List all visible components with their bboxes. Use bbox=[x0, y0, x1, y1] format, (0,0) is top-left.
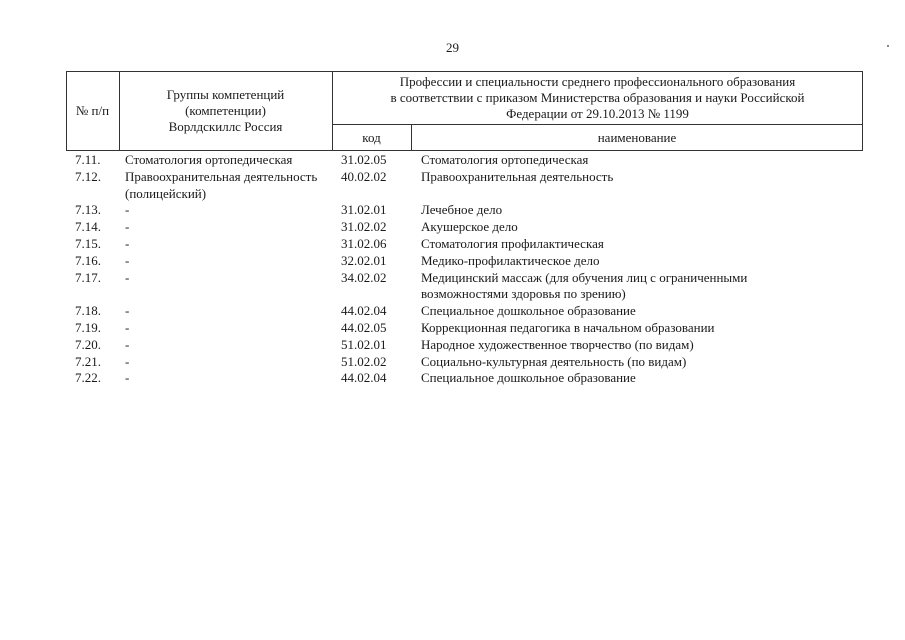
row-group: - bbox=[125, 202, 130, 218]
table-header bbox=[66, 71, 863, 151]
row-name: Правоохранительная деятельность bbox=[421, 168, 614, 184]
row-number: 7.21. bbox=[75, 353, 101, 369]
table-row bbox=[66, 337, 863, 354]
row-code: 34.02.02 bbox=[341, 269, 387, 285]
row-group: - bbox=[125, 269, 130, 285]
row-number: 7.14. bbox=[75, 219, 101, 235]
table-row bbox=[66, 202, 863, 219]
row-name: Акушерское дело bbox=[421, 219, 518, 235]
row-number: 7.17. bbox=[75, 269, 101, 285]
row-name: Народное художественное творчество (по видам) bbox=[421, 336, 694, 352]
row-number: 7.15. bbox=[75, 235, 101, 251]
row-group: - bbox=[125, 319, 130, 335]
table-row bbox=[66, 370, 863, 387]
header-group-line2: (компетенции) bbox=[185, 103, 266, 118]
row-code: 31.02.02 bbox=[341, 219, 387, 235]
row-name: Специальное дошкольное образование bbox=[421, 370, 636, 386]
row-number: 7.20. bbox=[75, 336, 101, 352]
row-number: 7.16. bbox=[75, 252, 101, 268]
row-group: Правоохранительная деятельность (полицейский) bbox=[125, 168, 318, 201]
table-row bbox=[66, 270, 863, 304]
header-prof-line3: Федерации от 29.10.2013 № 1199 bbox=[506, 105, 689, 121]
table-row bbox=[66, 320, 863, 337]
row-group: - bbox=[125, 252, 130, 268]
row-code: 40.02.02 bbox=[341, 168, 387, 184]
row-code: 51.02.02 bbox=[341, 353, 387, 369]
row-name: Коррекционная педагогика в начальном образовании bbox=[421, 319, 715, 335]
row-code: 44.02.04 bbox=[341, 303, 387, 319]
header-group-line3: Ворлдскиллс Россия bbox=[168, 119, 283, 134]
row-number: 7.22. bbox=[75, 370, 101, 386]
row-code: 31.02.05 bbox=[341, 152, 387, 167]
row-code: 32.02.01 bbox=[341, 252, 387, 268]
table-row bbox=[66, 219, 863, 236]
table-row bbox=[66, 152, 863, 169]
row-group: - bbox=[125, 353, 130, 369]
row-code: 51.02.01 bbox=[341, 336, 387, 352]
page-number: 29 bbox=[446, 40, 459, 55]
row-name: Стоматология профилактическая bbox=[421, 235, 604, 251]
table-row bbox=[66, 169, 863, 203]
row-code: 44.02.04 bbox=[341, 370, 387, 386]
table-body bbox=[66, 152, 863, 387]
row-group: - bbox=[125, 219, 130, 235]
row-number: 7.19. bbox=[75, 319, 101, 335]
row-name: Лечебное дело bbox=[421, 202, 503, 218]
header-group-line1: Группы компетенций bbox=[166, 87, 285, 102]
header-code: код bbox=[362, 129, 381, 145]
header-group bbox=[119, 71, 332, 151]
header-name: наименование bbox=[597, 129, 677, 145]
row-name: Социально-культурная деятельность (по видам) bbox=[421, 353, 687, 369]
scan-speck bbox=[887, 45, 889, 47]
row-name: Стоматология ортопедическая bbox=[421, 152, 589, 167]
row-group: Стоматология ортопедическая bbox=[125, 152, 293, 167]
table-row bbox=[66, 354, 863, 371]
row-number: 7.11. bbox=[75, 152, 101, 167]
row-group: - bbox=[125, 303, 130, 319]
row-name: Медико-профилактическое дело bbox=[421, 252, 600, 268]
header-num: № п/п bbox=[75, 103, 110, 118]
table-row bbox=[66, 303, 863, 320]
table-row bbox=[66, 253, 863, 270]
row-group: - bbox=[125, 336, 130, 352]
header-professions bbox=[332, 71, 863, 124]
table-row bbox=[66, 236, 863, 253]
header-prof-line2: в соответствии с приказом Министерства образования и науки Российской bbox=[390, 89, 805, 105]
row-name: Специальное дошкольное образование bbox=[421, 303, 636, 319]
row-name: Медицинский массаж (для обучения лиц с ограниченными возможностями здоровья по зрению) bbox=[421, 269, 748, 302]
header-prof-line1: Профессии и специальности среднего профессионального образования bbox=[399, 73, 796, 89]
row-group: - bbox=[125, 370, 130, 386]
row-code: 44.02.05 bbox=[341, 319, 387, 335]
row-number: 7.18. bbox=[75, 303, 101, 319]
row-code: 31.02.06 bbox=[341, 235, 387, 251]
row-number: 7.12. bbox=[75, 168, 101, 184]
row-group: - bbox=[125, 235, 130, 251]
row-number: 7.13. bbox=[75, 202, 101, 218]
row-code: 31.02.01 bbox=[341, 202, 387, 218]
